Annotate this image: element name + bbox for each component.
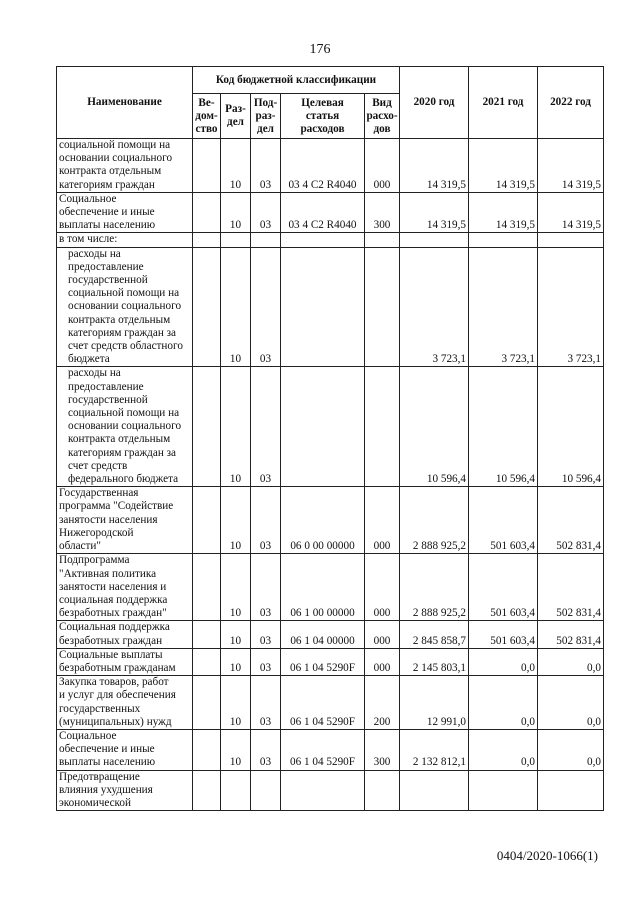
row-name-line: (муниципальных) нужд [59,715,172,728]
cell-tselevaya: 06 1 04 00000 [281,621,365,648]
row-name-line: в том числе: [59,233,118,246]
cell-tselevaya: 06 1 04 5290F [281,729,365,770]
cell-2022: 502 831,4 [538,554,604,621]
document-code: 0404/2020-1066(1) [496,848,598,863]
row-name [57,770,193,811]
cell-2021: 501 603,4 [469,554,538,621]
row-name-line: предоставление [68,380,144,393]
cell-tselevaya [281,770,365,811]
cell-vid: 000 [365,139,400,193]
cell-podrazdel: 03 [251,554,281,621]
header-year-2022: 2022 год [538,67,604,139]
row-name [57,554,193,621]
cell-2020: 2 888 925,2 [400,487,469,554]
row-name-line: основании социального [68,420,182,433]
cell-2022: 502 831,4 [538,621,604,648]
header-year-2021: 2021 год [469,67,538,139]
cell-2020: 2 132 812,1 [400,729,469,770]
row-name-line: социальной помощи на [68,407,180,420]
cell-vid: 000 [365,554,400,621]
row-name-line: Социальная поддержка [59,621,170,634]
row-name-line: категориям граждан [59,178,155,191]
cell-2020: 14 319,5 [400,139,469,193]
cell-2021: 0,0 [469,729,538,770]
cell-tselevaya: 06 1 04 5290F [281,676,365,730]
cell-vid [365,770,400,811]
row-name-line: контракта отдельным [68,433,171,446]
cell-razdel [221,233,251,247]
cell-vid: 000 [365,621,400,648]
row-name-line: безработных граждан" [59,607,167,620]
cell-2021: 10 596,4 [469,367,538,487]
row-name [57,247,193,367]
cell-2022 [538,233,604,247]
row-name-line: основании социального [59,152,173,165]
cell-2020 [400,770,469,811]
row-name-line: расходы на [68,247,121,260]
row-name [57,621,193,648]
header-razdel: Раз- дел [221,94,251,139]
cell-vid [365,233,400,247]
cell-vid [365,367,400,487]
row-name-line: основании социального [68,300,182,313]
row-name-line: области" [59,540,101,553]
row-name-line: обеспечение и иные [59,206,155,219]
row-name [57,233,193,247]
cell-vedomstvo [193,770,221,811]
row-name [57,367,193,487]
cell-2020: 12 991,0 [400,676,469,730]
row-name-line: категориям граждан за [68,446,177,459]
cell-razdel: 10 [221,729,251,770]
cell-razdel: 10 [221,367,251,487]
cell-vid [365,247,400,367]
cell-vid: 000 [365,487,400,554]
row-name-line: категориям граждан за [68,326,177,339]
cell-2022: 14 319,5 [538,139,604,193]
cell-2022: 502 831,4 [538,487,604,554]
table-row [57,487,604,554]
table-row [57,247,604,367]
cell-razdel: 10 [221,554,251,621]
cell-2021: 501 603,4 [469,621,538,648]
table-row [57,139,604,193]
cell-podrazdel: 03 [251,139,281,193]
cell-podrazdel: 03 [251,487,281,554]
cell-tselevaya: 06 1 00 00000 [281,554,365,621]
row-name-line: социальная поддержка [59,593,168,606]
cell-2020: 2 845 858,7 [400,621,469,648]
row-name-line: Подпрограмма [59,554,130,567]
row-name-line: Государственная [59,487,139,500]
row-name [57,648,193,675]
cell-razdel: 10 [221,192,251,233]
cell-tselevaya: 06 0 00 00000 [281,487,365,554]
cell-razdel: 10 [221,648,251,675]
cell-2021: 0,0 [469,676,538,730]
row-name-line: безработных граждан [59,634,163,647]
row-name-line: Социальное [59,729,117,742]
budget-table [56,66,604,811]
cell-2022 [538,770,604,811]
header-vedomstvo: Ве- дом- ство [193,94,221,139]
cell-2022: 3 723,1 [538,247,604,367]
cell-vedomstvo [193,676,221,730]
table-row [57,554,604,621]
row-name [57,192,193,233]
cell-2021 [469,770,538,811]
header-podrazdel: Под- раз- дел [251,94,281,139]
cell-2021: 14 319,5 [469,192,538,233]
table-row [57,770,604,811]
cell-razdel: 10 [221,676,251,730]
header-tselevaya: Целевая статья расходов [281,94,365,139]
cell-2020: 14 319,5 [400,192,469,233]
table-row [57,676,604,730]
cell-2022: 0,0 [538,676,604,730]
table-body [57,139,604,811]
row-name-line: влияния ухудшения [59,783,153,796]
row-name-line: "Активная политика [59,567,157,580]
row-name-line: счет средств областного [68,340,183,353]
cell-razdel: 10 [221,621,251,648]
row-name-line: счет средств [68,459,128,472]
cell-vedomstvo [193,729,221,770]
row-name-line: программа "Содействие [59,500,174,513]
header-name: Наименование [57,67,193,139]
cell-2022: 0,0 [538,648,604,675]
row-name-line: Предотвращение [59,770,140,783]
row-name-line: занятости населения [59,513,158,526]
cell-podrazdel: 03 [251,648,281,675]
cell-vid: 300 [365,192,400,233]
cell-vedomstvo [193,192,221,233]
row-name-line: экономической [59,796,131,809]
row-name-line: Социальные выплаты [59,648,163,661]
row-name [57,676,193,730]
row-name-line: государственной [68,393,148,406]
header-classification-group: Код бюджетной классификации [193,67,400,94]
row-name-line: безработным гражданам [59,661,176,674]
table-row [57,648,604,675]
cell-podrazdel [251,770,281,811]
row-name-line: федерального бюджета [68,473,179,486]
cell-podrazdel: 03 [251,676,281,730]
cell-vid: 000 [365,648,400,675]
table-row [57,367,604,487]
cell-2022: 14 319,5 [538,192,604,233]
row-name [57,729,193,770]
cell-vedomstvo [193,554,221,621]
cell-podrazdel [251,233,281,247]
row-name-line: социальной помощи на [68,287,180,300]
row-name-line: социальной помощи на [59,139,171,151]
cell-podrazdel: 03 [251,367,281,487]
cell-razdel [221,770,251,811]
cell-vedomstvo [193,247,221,367]
cell-podrazdel: 03 [251,192,281,233]
table-row [57,729,604,770]
row-name-line: выплаты населению [59,219,156,232]
cell-2020: 10 596,4 [400,367,469,487]
cell-vedomstvo [193,367,221,487]
cell-vedomstvo [193,648,221,675]
cell-podrazdel: 03 [251,247,281,367]
cell-2020: 2 145 803,1 [400,648,469,675]
row-name-line: занятости населения и [59,580,167,593]
cell-tselevaya [281,367,365,487]
row-name-line: контракта отдельным [68,313,171,326]
cell-2020: 2 888 925,2 [400,554,469,621]
table-row [57,233,604,247]
cell-2020 [400,233,469,247]
cell-2021 [469,233,538,247]
table-header [57,67,604,139]
header-vid: Вид расхо- дов [365,94,400,139]
cell-razdel: 10 [221,247,251,367]
row-name-line: государственных [59,702,141,715]
cell-tselevaya [281,233,365,247]
cell-vedomstvo [193,139,221,193]
cell-vedomstvo [193,487,221,554]
cell-tselevaya: 06 1 04 5290F [281,648,365,675]
row-name-line: Нижегородской [59,526,134,539]
cell-podrazdel: 03 [251,729,281,770]
table-row [57,621,604,648]
row-name-line: Социальное [59,192,117,205]
cell-2021: 0,0 [469,648,538,675]
cell-razdel: 10 [221,487,251,554]
row-name-line: выплаты населению [59,756,156,769]
cell-vid: 200 [365,676,400,730]
row-name-line: предоставление [68,260,144,273]
cell-2020: 3 723,1 [400,247,469,367]
cell-razdel: 10 [221,139,251,193]
cell-2022: 10 596,4 [538,367,604,487]
row-name-line: бюджета [68,353,110,366]
cell-vedomstvo [193,621,221,648]
row-name-line: расходы на [68,367,121,380]
header-year-2020: 2020 год [400,67,469,139]
cell-2022: 0,0 [538,729,604,770]
row-name-line: Закупка товаров, работ [59,676,169,689]
cell-2021: 501 603,4 [469,487,538,554]
row-name [57,139,193,193]
row-name-line: государственной [68,274,148,287]
cell-2021: 3 723,1 [469,247,538,367]
cell-tselevaya: 03 4 C2 R4040 [281,192,365,233]
cell-tselevaya [281,247,365,367]
cell-vid: 300 [365,729,400,770]
cell-2021: 14 319,5 [469,139,538,193]
table-row [57,192,604,233]
cell-tselevaya: 03 4 C2 R4040 [281,139,365,193]
row-name [57,487,193,554]
row-name-line: и услуг для обеспечения [59,689,176,702]
row-name-line: контракта отдельным [59,165,162,178]
cell-podrazdel: 03 [251,621,281,648]
page-number: 176 [309,42,331,57]
cell-vedomstvo [193,233,221,247]
row-name-line: обеспечение и иные [59,743,155,756]
